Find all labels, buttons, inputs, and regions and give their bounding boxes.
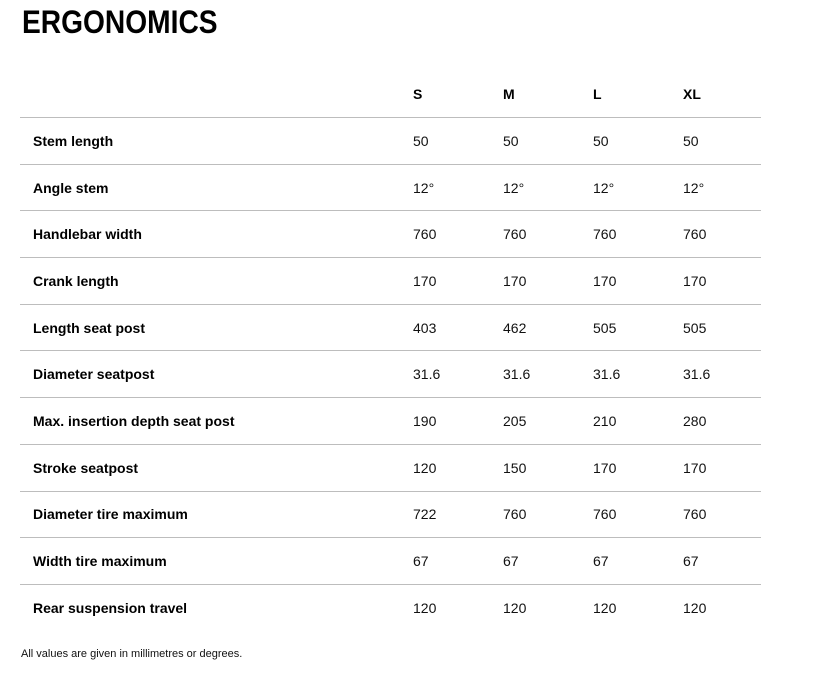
row-label: Angle stem: [33, 179, 109, 196]
row-value: 760: [503, 226, 527, 243]
row-label: Stem length: [33, 132, 114, 149]
row-value: 190: [413, 412, 437, 429]
row-value: 50: [413, 132, 429, 149]
row-value: 210: [593, 412, 617, 429]
row-value: 67: [503, 553, 519, 570]
row-label: Handlebar width: [33, 226, 142, 243]
row-label: Stroke seatpost: [33, 459, 139, 476]
table-row: [20, 444, 761, 491]
row-value: 170: [413, 272, 437, 289]
units-footnote: All values are given in millimetres or degrees.: [21, 647, 243, 660]
row-value: 403: [413, 319, 437, 336]
header-cell-size-m: M: [503, 86, 515, 102]
table-row: [20, 537, 761, 584]
row-value: 170: [683, 459, 707, 476]
row-value: 31.6: [593, 366, 621, 383]
row-label: Diameter tire maximum: [33, 506, 188, 523]
row-label: Length seat post: [33, 319, 146, 336]
row-value: 170: [593, 459, 617, 476]
row-value: 12°: [593, 179, 615, 196]
row-value: 50: [503, 132, 519, 149]
row-value: 12°: [683, 179, 705, 196]
row-value: 120: [413, 459, 437, 476]
row-value: 462: [503, 319, 527, 336]
table-row: [20, 350, 761, 397]
header-cell-size-l: L: [593, 86, 602, 102]
row-value: 760: [593, 506, 617, 523]
row-label: Diameter seatpost: [33, 366, 155, 383]
row-value: 760: [593, 226, 617, 243]
table-row: [20, 164, 761, 211]
row-value: 150: [503, 459, 527, 476]
row-value: 50: [683, 132, 699, 149]
row-label: Max. insertion depth seat post: [33, 412, 235, 429]
row-value: 760: [413, 226, 437, 243]
table-row: [20, 117, 761, 164]
row-value: 120: [413, 599, 437, 616]
row-value: 12°: [413, 179, 435, 196]
row-value: 170: [683, 272, 707, 289]
row-value: 760: [683, 226, 707, 243]
row-value: 505: [593, 319, 617, 336]
table-row: [20, 584, 761, 631]
row-value: 760: [683, 506, 707, 523]
row-value: 722: [413, 506, 437, 523]
row-label: Crank length: [33, 272, 119, 289]
row-value: 170: [593, 272, 617, 289]
table-row: [20, 257, 761, 304]
table-row: [20, 397, 761, 444]
row-value: 31.6: [683, 366, 711, 383]
row-value: 67: [593, 553, 609, 570]
table-row: [20, 491, 761, 538]
table-header-row: [20, 71, 761, 117]
row-value: 31.6: [413, 366, 441, 383]
row-value: 205: [503, 412, 527, 429]
page-title: ERGONOMICS: [22, 4, 218, 40]
row-value: 120: [683, 599, 707, 616]
row-value: 31.6: [503, 366, 531, 383]
row-value: 50: [593, 132, 609, 149]
row-value: 505: [683, 319, 707, 336]
table-body: [20, 117, 761, 631]
row-value: 120: [593, 599, 617, 616]
row-value: 120: [503, 599, 527, 616]
row-value: 67: [683, 553, 699, 570]
ergonomics-page: [20, 0, 761, 660]
row-value: 760: [503, 506, 527, 523]
row-label: Rear suspension travel: [33, 599, 188, 616]
header-cell-size-xl: XL: [683, 86, 701, 102]
table-row: [20, 304, 761, 351]
ergonomics-table: [20, 71, 761, 631]
row-label: Width tire maximum: [33, 553, 167, 570]
row-value: 170: [503, 272, 527, 289]
row-value: 280: [683, 412, 707, 429]
row-value: 67: [413, 553, 429, 570]
table-row: [20, 210, 761, 257]
row-value: 12°: [503, 179, 525, 196]
header-cell-size-s: S: [413, 86, 423, 102]
